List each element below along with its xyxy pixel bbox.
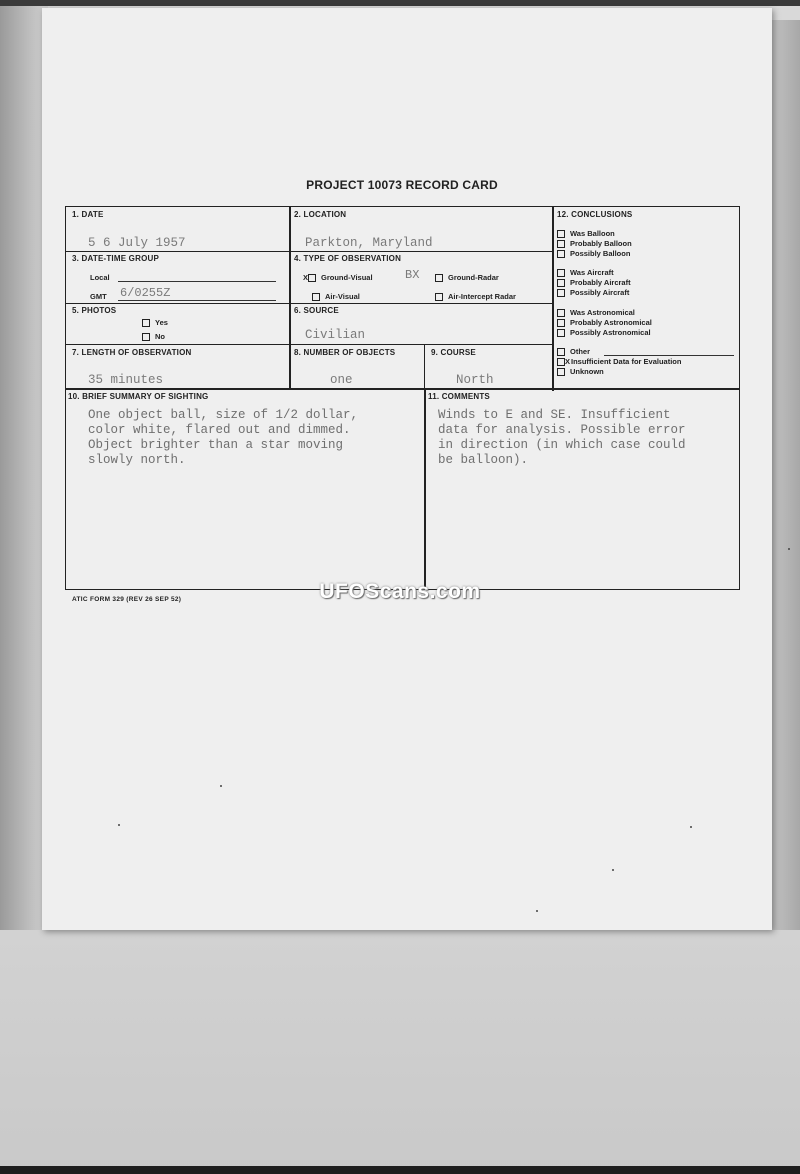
checkbox-icon[interactable] [557, 358, 565, 366]
speck [118, 824, 120, 826]
air-visual-option[interactable] [312, 292, 360, 301]
gmt-value: 6/0255Z [120, 286, 171, 300]
divider-comments [424, 388, 426, 590]
lower-paper-sheet [0, 930, 800, 1174]
photos-yes-checkbox[interactable] [142, 319, 150, 327]
length-label: 7. LENGTH OF OBSERVATION [72, 348, 192, 357]
checkbox-icon[interactable] [557, 269, 565, 277]
conclusion-possibly-aircraft[interactable]: Possibly Aircraft [557, 288, 629, 297]
date-value: 5 6 July 1957 [88, 236, 186, 250]
bottom-dark-edge [0, 1166, 800, 1174]
course-label: 9. COURSE [431, 348, 476, 357]
air-intercept-radar-text: Air-Intercept Radar [448, 292, 516, 301]
num-objects-value: one [330, 373, 353, 387]
location-label: 2. LOCATION [294, 210, 347, 219]
type-of-observation-label: 4. TYPE OF OBSERVATION [294, 254, 402, 263]
source-label: 6. SOURCE [294, 306, 339, 315]
left-edge-shadow [0, 0, 48, 930]
ground-radar-text: Ground-Radar [448, 273, 499, 282]
watermark: UFOScans.com [319, 580, 481, 603]
date-label: 1. DATE [72, 210, 104, 219]
ground-visual-option[interactable] [303, 273, 373, 282]
divider-course [424, 344, 425, 388]
conclusion-possibly-astronomical[interactable]: Possibly Astronomical [557, 328, 651, 337]
comments-label: 11. COMMENTS [428, 392, 490, 401]
local-underline [118, 281, 276, 282]
speck [690, 826, 692, 828]
photos-label: 5. PHOTOS [72, 306, 117, 315]
checkbox-icon[interactable] [557, 230, 565, 238]
other-underline [604, 355, 734, 356]
air-visual-checkbox[interactable] [312, 293, 320, 301]
checkbox-icon[interactable] [557, 289, 565, 297]
gmt-underline [118, 300, 276, 301]
num-objects-label: 8. NUMBER OF OBJECTS [294, 348, 396, 357]
checkbox-icon[interactable] [557, 279, 565, 287]
speck [220, 785, 222, 787]
ground-radar-option[interactable] [435, 273, 499, 282]
divider-row1 [66, 251, 552, 252]
summary-text: One object ball, size of 1/2 dollar, color white, flared out and dimmed. Object brighter than a star moving slowly north. [88, 408, 359, 467]
air-visual-text: Air-Visual [325, 292, 360, 301]
conclusion-was-balloon[interactable]: Was Balloon [557, 229, 615, 238]
source-value: Civilian [305, 328, 366, 342]
checkbox-icon[interactable] [557, 329, 565, 337]
date-time-group-label: 3. DATE-TIME GROUP [72, 254, 160, 263]
conclusion-was-astronomical[interactable]: Was Astronomical [557, 308, 635, 317]
top-dark-edge [0, 0, 800, 6]
photos-no-option[interactable] [142, 332, 165, 341]
divider-conclusions [552, 207, 554, 391]
divider-row3 [66, 344, 552, 345]
conclusion-probably-astronomical[interactable]: Probably Astronomical [557, 318, 652, 327]
course-value: North [456, 373, 494, 387]
ground-radar-checkbox[interactable] [435, 274, 443, 282]
conclusions-label: 12. CONCLUSIONS [557, 210, 633, 219]
ground-visual-checkbox[interactable] [308, 274, 316, 282]
conclusion-other[interactable]: Other [557, 347, 590, 356]
checkbox-icon[interactable] [557, 368, 565, 376]
summary-label: 10. BRIEF SUMMARY OF SIGHTING [68, 392, 209, 401]
local-label: Local [90, 273, 110, 282]
form-number: ATIC FORM 329 (REV 26 SEP 52) [72, 596, 182, 603]
conclusion-was-aircraft[interactable]: Was Aircraft [557, 268, 614, 277]
photos-yes-text: Yes [155, 318, 168, 327]
speck [788, 548, 790, 550]
checkbox-icon[interactable] [557, 319, 565, 327]
conclusion-probably-balloon[interactable]: Probably Balloon [557, 239, 632, 248]
comments-text: Winds to E and SE. Insufficient data for analysis. Possible error in direction (in which case could be balloon). [438, 408, 686, 467]
checkbox-icon[interactable] [557, 250, 565, 258]
divider-row2 [66, 303, 552, 304]
divider-row4 [66, 388, 740, 390]
conclusion-probably-aircraft[interactable]: Probably Aircraft [557, 278, 631, 287]
card-title: PROJECT 10073 RECORD CARD [306, 178, 498, 192]
conclusion-unknown[interactable]: Unknown [557, 367, 604, 376]
checkbox-icon[interactable] [557, 348, 565, 356]
conclusion-insufficient-data[interactable]: XInsufficient Data for Evaluation [557, 357, 681, 366]
ground-visual-mark: X [303, 273, 309, 282]
length-value: 35 minutes [88, 373, 164, 387]
location-value: Parkton, Maryland [305, 236, 433, 250]
conclusion-possibly-balloon[interactable]: Possibly Balloon [557, 249, 630, 258]
handwritten-bx: BX [405, 268, 420, 282]
photos-yes-option[interactable] [142, 318, 168, 327]
ground-visual-text: Ground-Visual [321, 273, 373, 282]
insufficient-data-mark: X [565, 357, 571, 366]
checkbox-icon[interactable] [557, 309, 565, 317]
checkbox-icon[interactable] [557, 240, 565, 248]
speck [612, 869, 614, 871]
photos-no-text: No [155, 332, 165, 341]
photos-no-checkbox[interactable] [142, 333, 150, 341]
air-intercept-radar-checkbox[interactable] [435, 293, 443, 301]
gmt-label: GMT [90, 292, 107, 301]
air-intercept-radar-option[interactable] [435, 292, 516, 301]
divider-col1 [289, 207, 291, 388]
speck [536, 910, 538, 912]
